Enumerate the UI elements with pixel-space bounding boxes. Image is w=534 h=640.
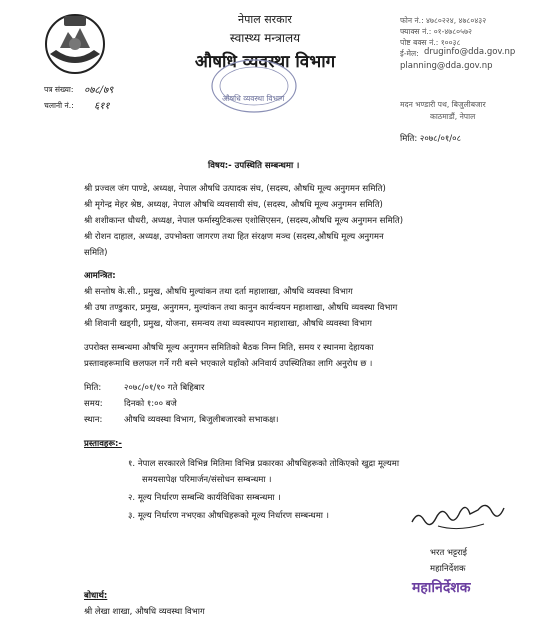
letter-date: मिति: २०७८/०१/०८ bbox=[400, 134, 461, 144]
meeting-time-label: समय: bbox=[84, 399, 103, 409]
body-line: प्रस्तावहरूमाथि छलफल गर्ने गरी बस्ने भएकाले यहाँको अनिवार्य उपस्थितिका लागि अनुरोध छ । bbox=[84, 359, 373, 369]
fax-text: फ्याक्स नं.: ०१-४७८०५७२ bbox=[400, 27, 472, 36]
invitee-line: श्री शिवानी खड्गी, प्रमुख, योजना, समन्वय तथा व्यवस्थापन महाशाखा, औषधि व्यवस्था विभाग bbox=[84, 319, 372, 329]
ministry-title: स्वास्थ्य मन्त्रालय bbox=[229, 31, 301, 45]
stamp-text: औषधि व्यवस्था विभाग bbox=[222, 94, 285, 103]
signatory-name: भरत भट्टराई bbox=[430, 548, 467, 558]
department-title: औषधि व्यवस्था विभाग bbox=[194, 52, 336, 72]
department-stamp-icon bbox=[208, 56, 300, 116]
proposal-line: समयसापेक्ष परिमार्जन/संसोधन सम्बन्धमा । bbox=[142, 475, 272, 485]
invitee-line: श्री सन्तोष के.सी., प्रमुख, औषधि मुल्यांकन तथा दर्ता महाशाखा, औषधि व्यवस्था विभाग bbox=[84, 287, 353, 297]
signatory-title: महानिर्देशक bbox=[430, 564, 466, 574]
dispatch-number-value: ६११ bbox=[94, 101, 110, 112]
address-line-2: काठमाडौं, नेपाल bbox=[430, 112, 476, 121]
invitees-heading: आमन्त्रित: bbox=[84, 271, 116, 281]
nepal-emblem-icon bbox=[42, 10, 108, 76]
ref-number-value: ०७८/७९ bbox=[84, 85, 114, 96]
recipient-line: श्री मृगेन्द्र मेहर श्रेष्ठ, अध्यक्ष, नेपाल औषधि व्यवसायी संघ, (सदस्य, औषधि मूल्य अनुगमन समिति) bbox=[84, 200, 383, 210]
phone-text: फोन नं.: ४७८०२२४, ४७८०४३२ bbox=[400, 16, 487, 25]
director-general-stamp: महानिर्देशक bbox=[412, 580, 471, 596]
recipient-line: श्री शशीकान्त धौधरी, अध्यक्ष, नेपाल फर्मास्युटिकल्स एशोसिएसन, (सदस्य,औषधि मूल्य अनुगमन समिति) bbox=[84, 216, 404, 226]
subject-line: विषय:- उपस्थिति सम्बन्धमा । bbox=[208, 161, 300, 171]
ref-number-label: पत्र संख्या: bbox=[44, 85, 74, 94]
meeting-place-label: स्थान: bbox=[84, 415, 103, 425]
dispatch-number-label: चलानी नं.: bbox=[44, 101, 74, 110]
address-line-1: मदन भण्डारी पथ, बिजुलीबजार bbox=[400, 100, 486, 109]
proposal-line: १. नेपाल सरकारले विभिन्न मितिमा विभिन्न प्रकारका औषधिहरूको तोकिएको खुद्रा मूल्यमा bbox=[128, 459, 400, 469]
proposal-line: ३. मूल्य निर्धारण नभएका औषधिहरूको मूल्य निर्धारण सम्बन्धमा । bbox=[128, 511, 329, 521]
email-druginfo: druginfo@dda.gov.np bbox=[424, 47, 516, 57]
recipient-line: समिति) bbox=[84, 248, 108, 258]
po-box-text: पोष्ट बक्स नं.: १००३८ bbox=[400, 38, 461, 47]
email-planning: planning@dda.gov.np bbox=[400, 61, 493, 71]
proposals-heading: प्रस्तावहरू:- bbox=[84, 439, 122, 449]
proposal-line: २. मूल्य निर्धारण सम्बन्धि कार्यविधिका सम्बन्धमा । bbox=[128, 493, 281, 503]
meeting-date-label: मिति: bbox=[84, 383, 102, 393]
body-line: उपरोक्त सम्बन्धमा औषधि मूल्य अनुगमन समितिको बैठक निम्न मिति, समय र स्थानमा देहायका bbox=[84, 343, 374, 353]
signature-icon bbox=[408, 492, 508, 542]
email-label: ई-मेल: bbox=[400, 49, 419, 58]
gov-title: नेपाल सरकार bbox=[238, 13, 292, 26]
cc-heading: बोधार्थ: bbox=[84, 591, 108, 601]
cc-line: श्री लेखा शाखा, औषधि व्यवस्था विभाग bbox=[84, 607, 205, 617]
meeting-place-value: औषधि व्यवस्था विभाग, बिजुलीबजारको सभाकक्ष। bbox=[124, 415, 279, 425]
invitee-line: श्री उषा तण्डुकार, प्रमुख, अनुगमन, मुल्यांकन तथा कानुन कार्यन्वयन महाशाखा, औषधि व्यवस्था विभाग bbox=[84, 303, 398, 313]
meeting-time-value: दिनको १:०० बजे bbox=[124, 399, 177, 409]
recipient-line: श्री प्रज्वल जंग पाण्डे, अध्यक्ष, नेपाल औषधि उत्पादक संघ, (सदस्य, औषधि मूल्य अनुगमन समिति) bbox=[84, 184, 386, 194]
recipient-line: श्री रोशन दाहाल, अध्यक्ष, उपभोक्ता जागरण तथा हित संरक्षण मञ्च (सदस्य,औषधि मूल्य अनुगमन bbox=[84, 232, 384, 242]
meeting-date-value: २०७८/०१/१० गते बिहिबार bbox=[124, 383, 205, 393]
